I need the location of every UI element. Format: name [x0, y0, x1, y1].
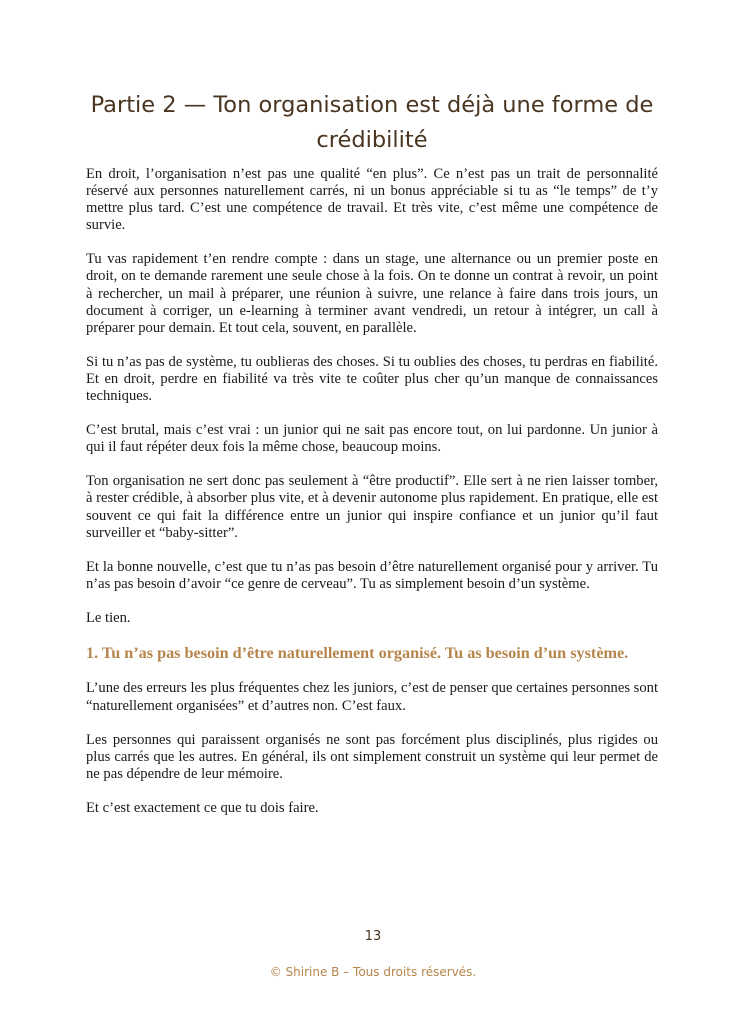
paragraph: L’une des erreurs les plus fréquentes chez les juniors, c’est de penser que certaines personnes sont “naturellement organisées” et d’autres non. C’est faux. — [86, 680, 658, 714]
paragraph: Si tu n’as pas de système, tu oublieras des choses. Si tu oublies des choses, tu perdras en fiabilité. Et en droit, perdre en fiabilité va très vite te coûter plus cher qu’un manque de connaissances techniques. — [86, 353, 658, 405]
paragraph: Et c’est exactement ce que tu dois faire. — [86, 799, 319, 816]
paragraph: Le tien. — [86, 609, 131, 626]
document-body — [86, 166, 658, 834]
page-title: Partie 2 — Ton organisation est déjà une forme de crédibilité — [90, 92, 654, 153]
paragraph: En droit, l’organisation n’est pas une qualité “en plus”. Ce n’est pas un trait de personnalité réservé aux personnes naturellement carrés, ni un bonus appréciable si tu as “le temps” de t’y mettre plus tard. C’est une compétence de travail. Et très vite, c’est même une compétence de survie. — [86, 166, 658, 234]
page-number: 13 — [364, 929, 382, 944]
paragraph: Tu vas rapidement t’en rendre compte : dans un stage, une alternance ou un premier poste en droit, on te demande rarement une seule chose à la fois. On te donne un contrat à revoir, un point à rechercher, un mail à préparer, une réunion à suivre, une relance à faire dans trois jours, un document à corriger, un e-learning à terminer avant vendredi, un retour à intégrer, un call à préparer pour demain. Et tout cela, souvent, en parallèle. — [86, 251, 658, 336]
copyright-footer: © Shirine B – Tous droits réservés. — [269, 965, 477, 979]
paragraph: Et la bonne nouvelle, c’est que tu n’as pas besoin d’être naturellement organisé pour y arriver. Tu n’as pas besoin d’avoir “ce genre de cerveau”. Tu as simplement besoin d’un système. — [86, 558, 658, 592]
paragraph: C’est brutal, mais c’est vrai : un junior qui ne sait pas encore tout, on lui pardonne. Un junior à qui il faut répéter deux fois la même chose, beaucoup moins. — [86, 422, 658, 456]
paragraph: Ton organisation ne sert donc pas seulement à “être productif”. Elle sert à ne rien laisser tomber, à rester crédible, à absorber plus vite, et à devenir autonome plus rapidement. En pratique, elle est souvent ce qui fait la différence entre un junior qui inspire confiance et un junior qu’il faut surveiller et “baby-sitter”. — [86, 473, 658, 541]
paragraph: Les personnes qui paraissent organisés ne sont pas forcément plus disciplinés, plus rigides ou plus carrés que les autres. En général, ils ont simplement construit un système qui leur permet de ne pas dépendre de leur mémoire. — [86, 731, 658, 782]
section-heading: 1. Tu n’as pas besoin d’être naturellement organisé. Tu as besoin d’un système. — [86, 643, 629, 662]
